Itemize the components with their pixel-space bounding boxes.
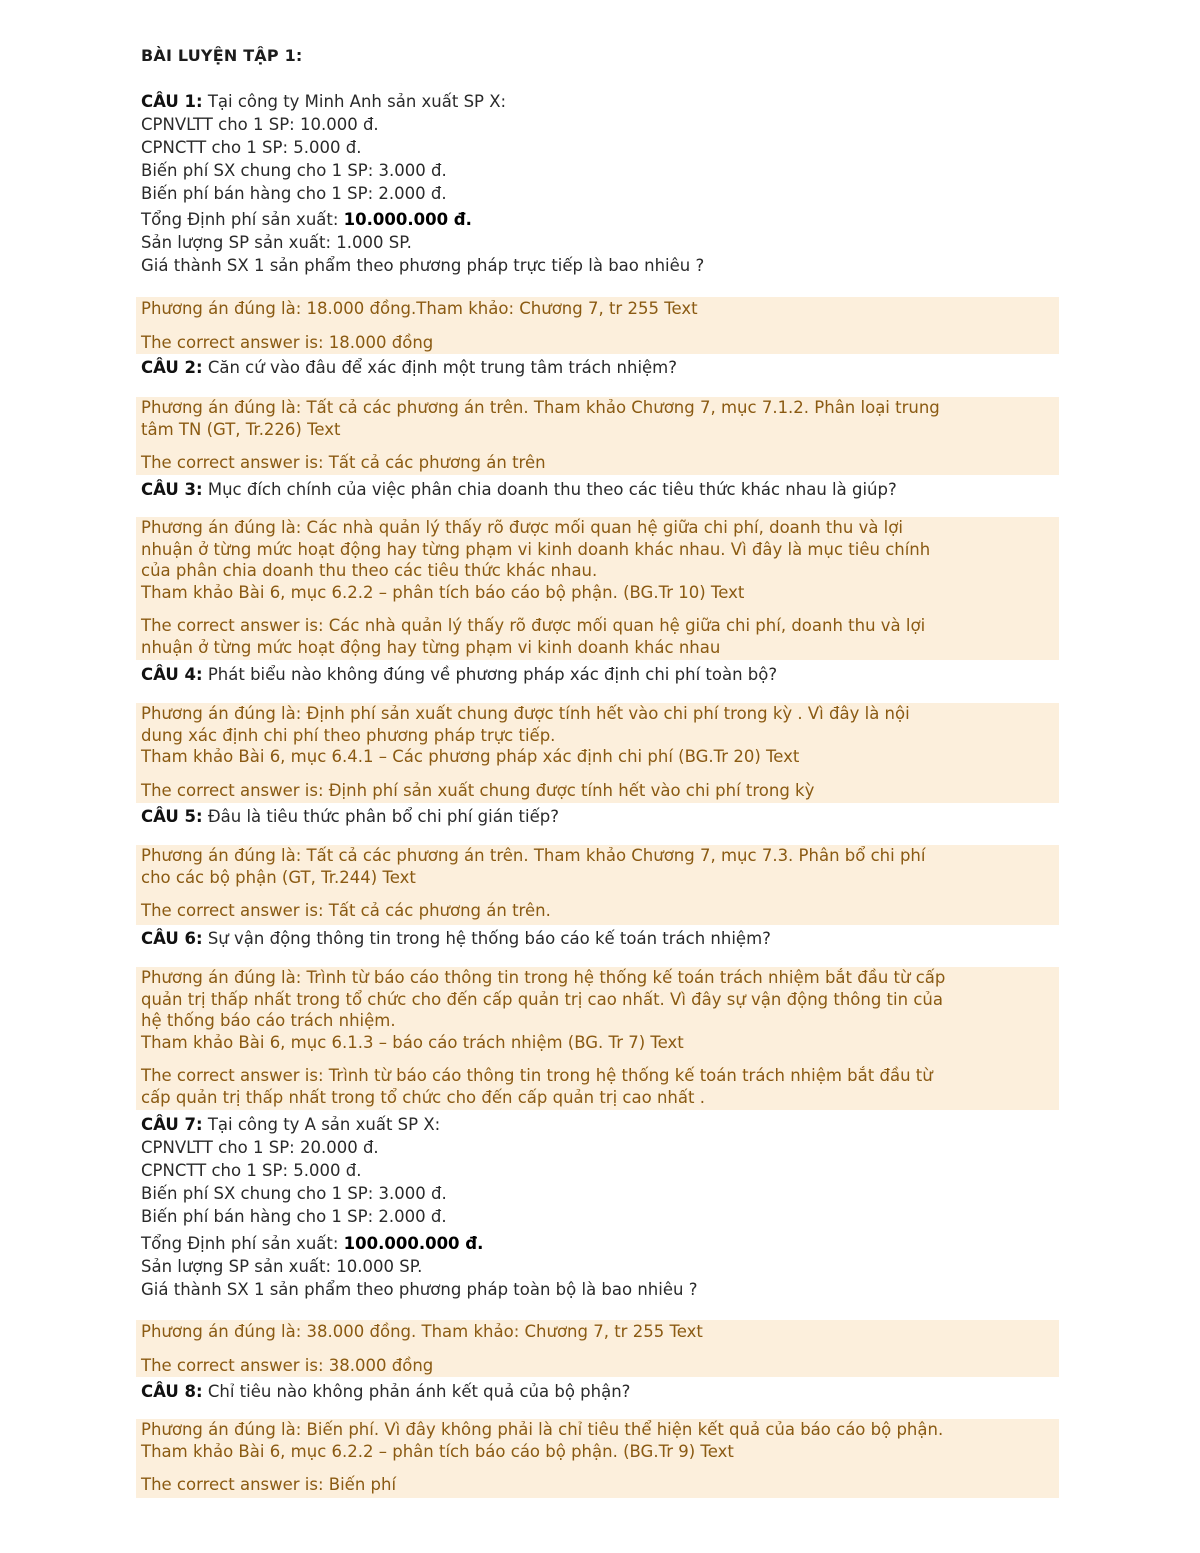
- feedback-text: hệ thống báo cáo trách nhiệm.: [141, 1011, 396, 1030]
- correct-answer: The correct answer is: Tất cả các phương án trên.: [141, 901, 551, 920]
- feedback-text: dung xác định chi phí theo phương pháp trực tiếp.: [141, 725, 556, 745]
- feedback-text: Phương án đúng là: Các nhà quản lý thấy rõ được mối quan hệ giữa chi phí, doanh thu và lợi: [141, 518, 903, 537]
- feedback-text: Phương án đúng là: Tất cả các phương án trên. Tham khảo Chương 7, mục 7.1.2. Phân loại trung: [141, 398, 940, 417]
- question-line: CPNVLTT cho 1 SP: 20.000 đ.: [141, 1138, 379, 1157]
- question-text: Căn cứ vào đâu để xác định một trung tâm trách nhiệm?: [202, 358, 678, 377]
- question-label: CÂU 6:: [141, 929, 203, 948]
- fixed-cost-value: 10.000.000 đ.: [343, 210, 472, 229]
- feedback-text: Tham khảo Bài 6, mục 6.4.1 – Các phương pháp xác định chi phí (BG.Tr 20) Text: [141, 747, 800, 766]
- question-text: Phát biểu nào không đúng về phương pháp xác định chi phí toàn bộ?: [202, 665, 778, 684]
- correct-answer: The correct answer is: Các nhà quản lý thấy rõ được mối quan hệ giữa chi phí, doanh thu và lợi: [141, 616, 926, 635]
- question-5: [141, 805, 559, 828]
- correct-answer: nhuận ở từng mức hoạt động hay từng phạm vi kinh doanh khác nhau: [141, 637, 721, 657]
- feedback-text: tâm TN (GT, Tr.226) Text: [141, 419, 341, 439]
- feedback-text: cho các bộ phận (GT, Tr.244) Text: [141, 867, 416, 887]
- feedback-text: Tham khảo Bài 6, mục 6.2.2 – phân tích báo cáo bộ phận. (BG.Tr 9) Text: [141, 1441, 734, 1461]
- question-text: Tại công ty A sản xuất SP X:: [202, 1115, 441, 1134]
- question-8: [141, 1380, 630, 1403]
- fixed-cost-value: 100.000.000 đ.: [343, 1234, 484, 1253]
- question-line: Sản lượng SP sản xuất: 10.000 SP.: [141, 1257, 423, 1276]
- feedback-box: [136, 967, 1059, 1110]
- page-title: BÀI LUYỆN TẬP 1:: [141, 46, 303, 65]
- correct-answer: The correct answer is: Tất cả các phương án trên: [141, 453, 546, 472]
- question-label: CÂU 5:: [141, 807, 203, 826]
- feedback-box: [136, 1419, 1059, 1498]
- question-text: Mục đích chính của việc phân chia doanh thu theo các tiêu thức khác nhau là giúp?: [202, 480, 897, 499]
- feedback-text: của phân chia doanh thu theo các tiêu thức khác nhau.: [141, 561, 598, 580]
- question-label: CÂU 7:: [141, 1115, 203, 1134]
- correct-answer: The correct answer is: Định phí sản xuất chung được tính hết vào chi phí trong kỳ: [141, 780, 815, 800]
- correct-answer: The correct answer is: 18.000 đồng: [141, 332, 434, 352]
- question-line: Sản lượng SP sản xuất: 1.000 SP.: [141, 233, 412, 252]
- question-text: Tại công ty Minh Anh sản xuất SP X:: [202, 92, 507, 111]
- question-text: Đâu là tiêu thức phân bổ chi phí gián tiếp?: [202, 807, 559, 826]
- feedback-text: Tham khảo Bài 6, mục 6.1.3 – báo cáo trách nhiệm (BG. Tr 7) Text: [141, 1032, 684, 1052]
- correct-answer: The correct answer is: Trình từ báo cáo thông tin trong hệ thống kế toán trách nhiệm bắt đầu từ: [141, 1066, 933, 1085]
- question-4: [141, 663, 777, 686]
- question-3: [141, 478, 897, 501]
- question-prompt: Giá thành SX 1 sản phẩm theo phương pháp toàn bộ là bao nhiêu ?: [141, 1280, 698, 1299]
- feedback-box: [136, 703, 1059, 803]
- feedback-box: [136, 297, 1059, 354]
- question-line: Biến phí bán hàng cho 1 SP: 2.000 đ.: [141, 1207, 447, 1226]
- question-label: CÂU 4:: [141, 665, 203, 684]
- feedback-box: [136, 1320, 1059, 1377]
- question-6: [141, 927, 771, 950]
- feedback-text: nhuận ở từng mức hoạt động hay từng phạm vi kinh doanh khác nhau. Vì đây là mục tiêu chính: [141, 539, 931, 559]
- feedback-text: Phương án đúng là: Biến phí. Vì đây không phải là chỉ tiêu thể hiện kết quả của báo cáo bộ phận.: [141, 1420, 944, 1439]
- correct-answer: cấp quản trị thấp nhất trong tổ chức cho đến cấp quản trị cao nhất .: [141, 1087, 705, 1107]
- fixed-cost-label: Tổng Định phí sản xuất:: [141, 210, 344, 229]
- feedback-text: Phương án đúng là: 18.000 đồng.Tham khảo: Chương 7, tr 255 Text: [141, 299, 698, 318]
- question-label: CÂU 2:: [141, 358, 203, 377]
- feedback-box: [136, 397, 1059, 475]
- feedback-box: [136, 517, 1059, 660]
- question-7: [141, 1113, 697, 1301]
- question-text: Sự vận động thông tin trong hệ thống báo cáo kế toán trách nhiệm?: [202, 929, 771, 948]
- question-line: Biến phí SX chung cho 1 SP: 3.000 đ.: [141, 161, 447, 180]
- correct-answer: The correct answer is: 38.000 đồng: [141, 1355, 434, 1375]
- question-line: CPNCTT cho 1 SP: 5.000 đ.: [141, 138, 362, 157]
- question-line: CPNVLTT cho 1 SP: 10.000 đ.: [141, 115, 379, 134]
- question-line: Biến phí SX chung cho 1 SP: 3.000 đ.: [141, 1184, 447, 1203]
- question-label: CÂU 1:: [141, 92, 203, 111]
- feedback-text: Tham khảo Bài 6, mục 6.2.2 – phân tích báo cáo bộ phận. (BG.Tr 10) Text: [141, 582, 745, 602]
- feedback-text: Phương án đúng là: Định phí sản xuất chung được tính hết vào chi phí trong kỳ . Vì đây là nội: [141, 704, 910, 723]
- question-line: CPNCTT cho 1 SP: 5.000 đ.: [141, 1161, 362, 1180]
- feedback-text: Phương án đúng là: Tất cả các phương án trên. Tham khảo Chương 7, mục 7.3. Phân bổ chi phí: [141, 846, 926, 865]
- question-1: [141, 90, 704, 277]
- fixed-cost-label: Tổng Định phí sản xuất:: [141, 1234, 344, 1253]
- question-label: CÂU 8:: [141, 1382, 203, 1401]
- feedback-text: quản trị thấp nhất trong tổ chức cho đến cấp quản trị cao nhất. Vì đây sự vận động thông tin của: [141, 989, 943, 1009]
- question-text: Chỉ tiêu nào không phản ánh kết quả của bộ phận?: [202, 1382, 631, 1401]
- feedback-text: Phương án đúng là: 38.000 đồng. Tham khảo: Chương 7, tr 255 Text: [141, 1322, 703, 1341]
- correct-answer: The correct answer is: Biến phí: [141, 1475, 397, 1494]
- question-prompt: Giá thành SX 1 sản phẩm theo phương pháp trực tiếp là bao nhiêu ?: [141, 256, 705, 275]
- question-2: [141, 356, 677, 379]
- feedback-text: Phương án đúng là: Trình từ báo cáo thông tin trong hệ thống kế toán trách nhiệm bắt đầu từ cấp: [141, 968, 946, 987]
- question-line: Biến phí bán hàng cho 1 SP: 2.000 đ.: [141, 184, 447, 203]
- feedback-box: [136, 845, 1059, 925]
- question-label: CÂU 3:: [141, 480, 203, 499]
